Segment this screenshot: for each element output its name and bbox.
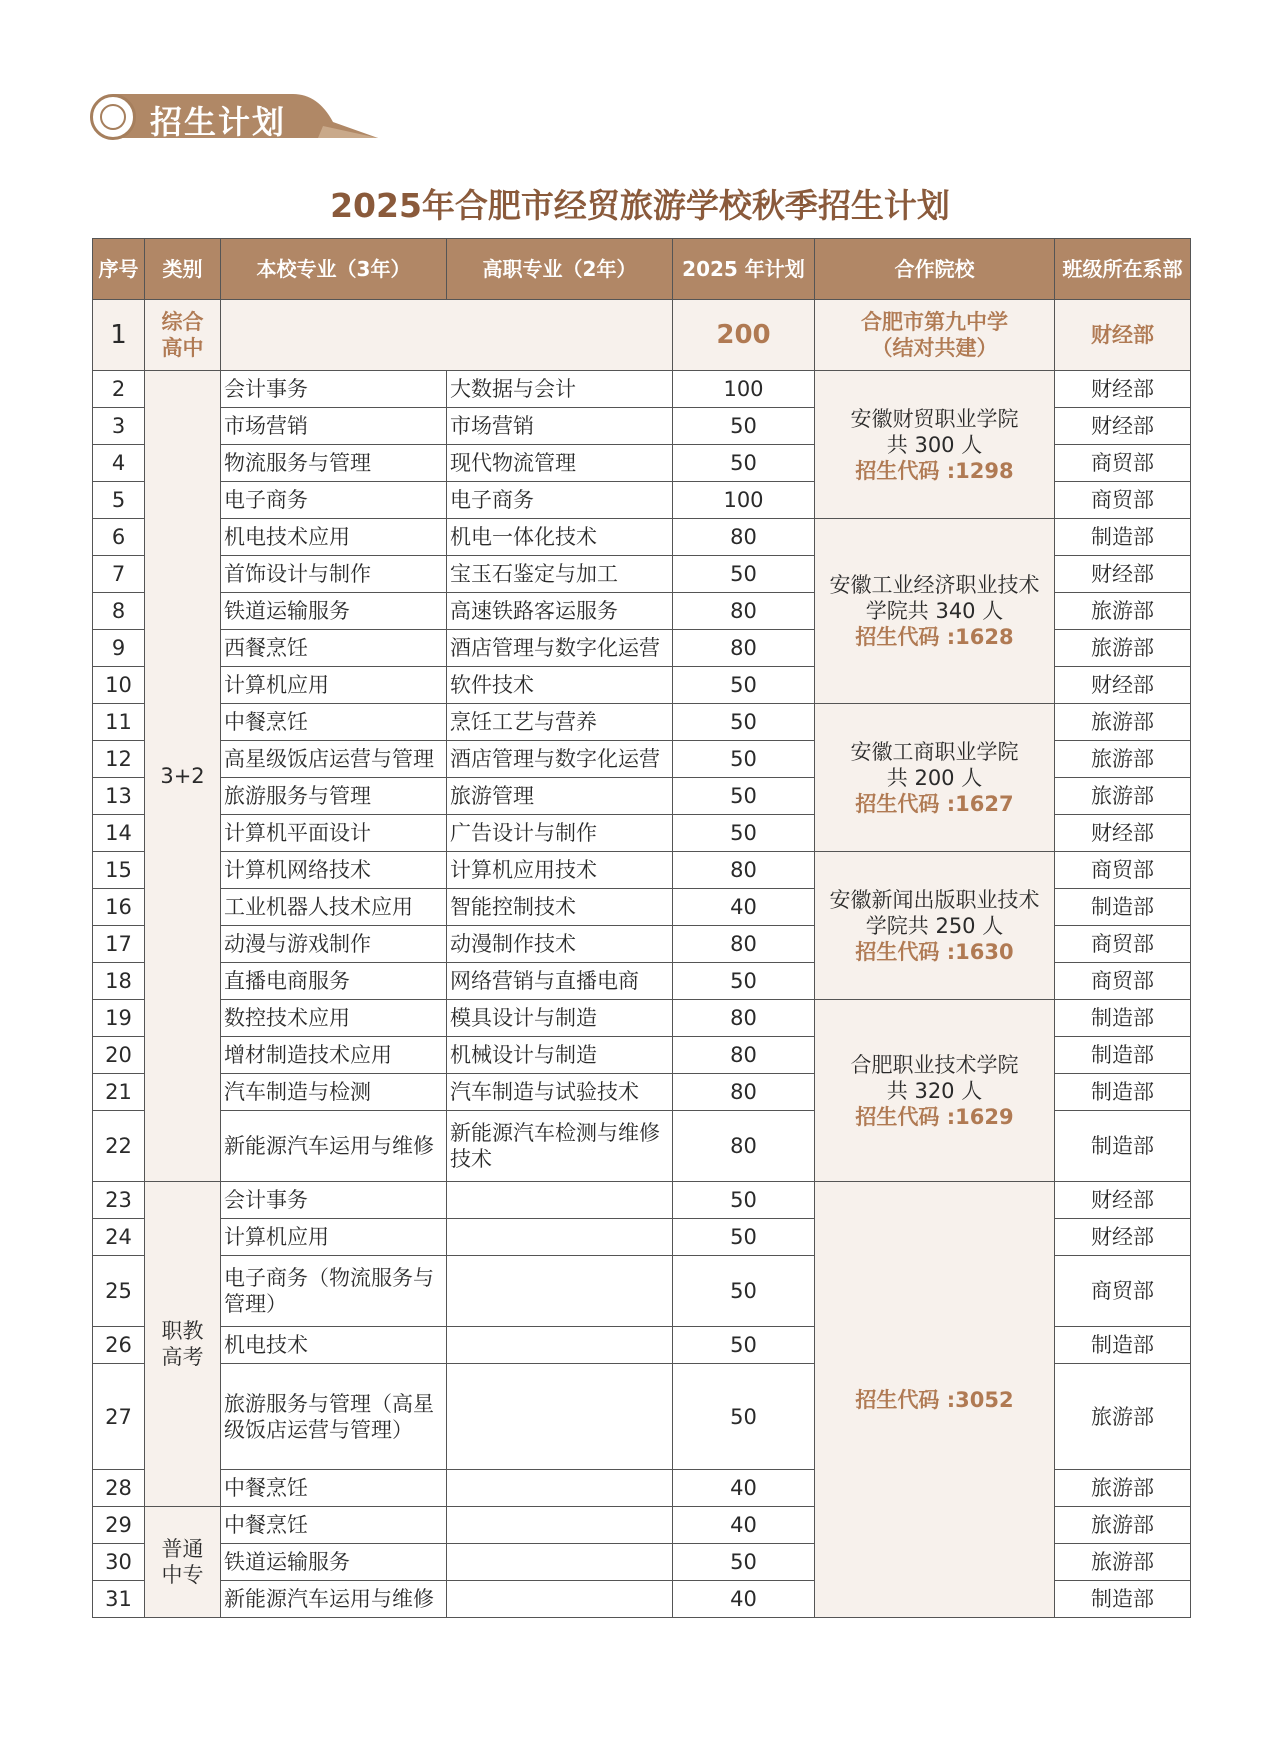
dept-cell: 旅游部 <box>1055 593 1191 630</box>
major-cell: 电子商务（物流服务与管理） <box>221 1256 447 1327</box>
row-number: 23 <box>93 1182 145 1219</box>
major-cell: 机电技术 <box>221 1327 447 1364</box>
major-cell: 会计事务 <box>221 371 447 408</box>
row-number: 8 <box>93 593 145 630</box>
plan-cell: 50 <box>673 704 815 741</box>
higher-major-cell: 烹饪工艺与营养 <box>447 704 673 741</box>
dept-cell: 旅游部 <box>1055 1544 1191 1581</box>
plan-cell: 50 <box>673 408 815 445</box>
college-name: 安徽财贸职业学院 <box>850 406 1019 431</box>
college-count: 共 200 人 <box>886 765 983 790</box>
plan-cell: 50 <box>673 963 815 1000</box>
higher-major-cell <box>447 1544 673 1581</box>
college-cell <box>815 852 1055 1000</box>
plan-cell: 50 <box>673 556 815 593</box>
row-number: 21 <box>93 1074 145 1111</box>
column-header: 高职专业（2年） <box>447 239 673 300</box>
plan-cell: 100 <box>673 482 815 519</box>
higher-major-cell: 软件技术 <box>447 667 673 704</box>
row-number: 4 <box>93 445 145 482</box>
major-cell: 计算机应用 <box>221 667 447 704</box>
higher-major-cell: 汽车制造与试验技术 <box>447 1074 673 1111</box>
enrollment-table <box>92 238 1191 1618</box>
text-line: 合肥市第九中学 <box>861 310 1008 334</box>
column-header: 班级所在系部 <box>1055 239 1191 300</box>
college-name: 安徽工商职业学院 <box>850 739 1019 764</box>
dept-cell: 制造部 <box>1055 1000 1191 1037</box>
major-cell: 物流服务与管理 <box>221 445 447 482</box>
text-line: 中专 <box>161 1563 204 1587</box>
plan-cell: 80 <box>673 593 815 630</box>
plan-cell: 80 <box>673 926 815 963</box>
plan-cell: 50 <box>673 1544 815 1581</box>
college-cell <box>815 1000 1055 1182</box>
row-number: 28 <box>93 1470 145 1507</box>
dept-cell: 财经部 <box>1055 408 1191 445</box>
major-cell: 中餐烹饪 <box>221 704 447 741</box>
college-name: 安徽新闻出版职业技术 <box>829 887 1040 912</box>
higher-major-cell: 市场营销 <box>447 408 673 445</box>
higher-major-cell: 模具设计与制造 <box>447 1000 673 1037</box>
plan-cell: 50 <box>673 1327 815 1364</box>
major-cell: 铁道运输服务 <box>221 1544 447 1581</box>
higher-major-cell: 旅游管理 <box>447 778 673 815</box>
major-cell: 直播电商服务 <box>221 963 447 1000</box>
higher-major-cell <box>447 1219 673 1256</box>
college-code: 招生代码 :1630 <box>855 939 1014 964</box>
plan-cell: 50 <box>673 741 815 778</box>
higher-major-cell: 新能源汽车检测与维修技术 <box>447 1111 673 1182</box>
major-cell: 新能源汽车运用与维修 <box>221 1581 447 1618</box>
higher-major-cell: 机电一体化技术 <box>447 519 673 556</box>
row-number: 6 <box>93 519 145 556</box>
text-line: 高中 <box>161 336 204 360</box>
major-cell: 电子商务 <box>221 482 447 519</box>
college-count: 学院共 340 人 <box>865 599 1004 623</box>
major-cell: 新能源汽车运用与维修 <box>221 1111 447 1182</box>
row-number: 27 <box>93 1364 145 1470</box>
column-header: 2025 年计划 <box>673 239 815 300</box>
plan-cell: 80 <box>673 852 815 889</box>
empty-cell <box>221 300 673 371</box>
dept-cell: 财经部 <box>1055 815 1191 852</box>
major-cell: 铁道运输服务 <box>221 593 447 630</box>
row-number: 31 <box>93 1581 145 1618</box>
dept-cell: 旅游部 <box>1055 704 1191 741</box>
higher-major-cell <box>447 1364 673 1470</box>
plan-cell: 80 <box>673 1000 815 1037</box>
table-row <box>93 519 1191 556</box>
college-cell <box>815 371 1055 519</box>
dept-cell: 商贸部 <box>1055 963 1191 1000</box>
row-number: 11 <box>93 704 145 741</box>
college-code: 招生代码 :1629 <box>855 1104 1014 1129</box>
major-cell: 市场营销 <box>221 408 447 445</box>
major-cell: 工业机器人技术应用 <box>221 889 447 926</box>
row-number: 7 <box>93 556 145 593</box>
college-count: 共 300 人 <box>886 432 983 457</box>
table-row <box>93 704 1191 741</box>
major-cell: 增材制造技术应用 <box>221 1037 447 1074</box>
text-line: 综合 <box>161 310 204 334</box>
major-cell: 计算机平面设计 <box>221 815 447 852</box>
higher-major-cell <box>447 1256 673 1327</box>
row-number: 10 <box>93 667 145 704</box>
row-number: 12 <box>93 741 145 778</box>
dept-cell: 制造部 <box>1055 889 1191 926</box>
dept-cell: 制造部 <box>1055 1111 1191 1182</box>
dept-cell: 旅游部 <box>1055 1364 1191 1470</box>
higher-major-cell: 酒店管理与数字化运营 <box>447 630 673 667</box>
category-cell <box>145 1507 221 1618</box>
higher-major-cell: 酒店管理与数字化运营 <box>447 741 673 778</box>
plan-cell: 50 <box>673 667 815 704</box>
dept-cell: 商贸部 <box>1055 482 1191 519</box>
higher-major-cell: 计算机应用技术 <box>447 852 673 889</box>
row-number: 2 <box>93 371 145 408</box>
major-cell: 汽车制造与检测 <box>221 1074 447 1111</box>
plan-cell: 80 <box>673 519 815 556</box>
higher-major-cell <box>447 1581 673 1618</box>
dept-cell: 制造部 <box>1055 1581 1191 1618</box>
dept-cell: 财经部 <box>1055 371 1191 408</box>
row-number: 22 <box>93 1111 145 1182</box>
college-code: 招生代码 :1628 <box>855 625 1014 649</box>
row-number: 17 <box>93 926 145 963</box>
higher-major-cell <box>447 1182 673 1219</box>
college-code: 招生代码 :1298 <box>855 458 1014 483</box>
plan-cell: 80 <box>673 1074 815 1111</box>
plan-cell: 200 <box>673 300 815 371</box>
dept-cell: 商贸部 <box>1055 445 1191 482</box>
major-cell: 计算机应用 <box>221 1219 447 1256</box>
plan-cell: 50 <box>673 778 815 815</box>
dept-cell: 财经部 <box>1055 1182 1191 1219</box>
plan-cell: 80 <box>673 630 815 667</box>
major-cell: 计算机网络技术 <box>221 852 447 889</box>
text-line: （结对共建） <box>871 336 998 360</box>
major-cell: 中餐烹饪 <box>221 1507 447 1544</box>
higher-major-cell: 广告设计与制作 <box>447 815 673 852</box>
higher-major-cell: 智能控制技术 <box>447 889 673 926</box>
higher-major-cell: 宝玉石鉴定与加工 <box>447 556 673 593</box>
plan-cell: 50 <box>673 445 815 482</box>
dept-cell: 商贸部 <box>1055 1256 1191 1327</box>
page-title: 2025年合肥市经贸旅游学校秋季招生计划 <box>330 186 950 225</box>
major-cell: 旅游服务与管理 <box>221 778 447 815</box>
dept-cell: 财经部 <box>1055 1219 1191 1256</box>
category-cell: 3+2 <box>145 371 221 1182</box>
column-header: 合作院校 <box>815 239 1055 300</box>
table-header-row <box>93 239 1191 300</box>
major-cell: 数控技术应用 <box>221 1000 447 1037</box>
text-line: 普通 <box>161 1537 204 1561</box>
dept-cell: 制造部 <box>1055 1037 1191 1074</box>
higher-major-cell: 现代物流管理 <box>447 445 673 482</box>
higher-major-cell <box>447 1327 673 1364</box>
plan-cell: 50 <box>673 1219 815 1256</box>
plan-cell: 80 <box>673 1111 815 1182</box>
dept-cell: 财经部 <box>1055 667 1191 704</box>
table-body <box>93 300 1191 1618</box>
dept-cell: 制造部 <box>1055 519 1191 556</box>
college-count: 学院共 250 人 <box>865 913 1004 938</box>
higher-major-cell: 大数据与会计 <box>447 371 673 408</box>
higher-major-cell: 高速铁路客运服务 <box>447 593 673 630</box>
row-number: 18 <box>93 963 145 1000</box>
college-code: 招生代码 :3052 <box>855 1387 1014 1412</box>
college-cell <box>815 704 1055 852</box>
plan-cell: 40 <box>673 1470 815 1507</box>
row-number: 26 <box>93 1327 145 1364</box>
major-cell: 旅游服务与管理（高星级饭店运营与管理） <box>221 1364 447 1470</box>
college-cell <box>815 519 1055 704</box>
college-count: 共 320 人 <box>886 1078 983 1103</box>
dept-cell: 旅游部 <box>1055 1470 1191 1507</box>
row-number: 1 <box>93 300 145 371</box>
table-row <box>93 1182 1191 1219</box>
dept-cell: 旅游部 <box>1055 778 1191 815</box>
row-number: 25 <box>93 1256 145 1327</box>
college-cell <box>815 1182 1055 1618</box>
column-header: 本校专业（3年） <box>221 239 447 300</box>
dept-cell: 旅游部 <box>1055 741 1191 778</box>
dept-cell: 财经部 <box>1055 556 1191 593</box>
higher-major-cell: 电子商务 <box>447 482 673 519</box>
row-number: 13 <box>93 778 145 815</box>
higher-major-cell <box>447 1507 673 1544</box>
row-number: 14 <box>93 815 145 852</box>
row-number: 20 <box>93 1037 145 1074</box>
table-row <box>93 371 1191 408</box>
plan-cell: 40 <box>673 1581 815 1618</box>
section-banner <box>88 92 378 142</box>
column-header: 类别 <box>145 239 221 300</box>
dept-cell: 制造部 <box>1055 1327 1191 1364</box>
dept-cell: 旅游部 <box>1055 1507 1191 1544</box>
row-number: 15 <box>93 852 145 889</box>
higher-major-cell: 网络营销与直播电商 <box>447 963 673 1000</box>
plan-cell: 50 <box>673 1256 815 1327</box>
major-cell: 高星级饭店运营与管理 <box>221 741 447 778</box>
higher-major-cell: 机械设计与制造 <box>447 1037 673 1074</box>
major-cell: 动漫与游戏制作 <box>221 926 447 963</box>
row-number: 5 <box>93 482 145 519</box>
column-header: 序号 <box>93 239 145 300</box>
category-cell <box>145 300 221 371</box>
plan-cell: 50 <box>673 1182 815 1219</box>
major-cell: 西餐烹饪 <box>221 630 447 667</box>
row-number: 24 <box>93 1219 145 1256</box>
plan-cell: 40 <box>673 1507 815 1544</box>
dept-cell: 财经部 <box>1055 300 1191 371</box>
higher-major-cell: 动漫制作技术 <box>447 926 673 963</box>
table-row <box>93 852 1191 889</box>
college-cell <box>815 300 1055 371</box>
college-name: 安徽工业经济职业技术 <box>829 573 1040 597</box>
major-cell: 机电技术应用 <box>221 519 447 556</box>
row-number: 3 <box>93 408 145 445</box>
dept-cell: 商贸部 <box>1055 852 1191 889</box>
plan-cell: 50 <box>673 1364 815 1470</box>
table-row <box>93 300 1191 371</box>
row-number: 16 <box>93 889 145 926</box>
plan-cell: 50 <box>673 815 815 852</box>
plan-cell: 40 <box>673 889 815 926</box>
text-line: 职教 <box>161 1319 204 1343</box>
major-cell: 会计事务 <box>221 1182 447 1219</box>
table-row <box>93 1000 1191 1037</box>
banner-title: 招生计划 <box>150 103 287 141</box>
category-cell <box>145 1182 221 1507</box>
major-cell: 中餐烹饪 <box>221 1470 447 1507</box>
plan-cell: 100 <box>673 371 815 408</box>
school-logo-icon <box>90 94 136 140</box>
dept-cell: 商贸部 <box>1055 926 1191 963</box>
major-cell: 首饰设计与制作 <box>221 556 447 593</box>
higher-major-cell <box>447 1470 673 1507</box>
plan-cell: 80 <box>673 1037 815 1074</box>
row-number: 9 <box>93 630 145 667</box>
row-number: 30 <box>93 1544 145 1581</box>
row-number: 19 <box>93 1000 145 1037</box>
dept-cell: 制造部 <box>1055 1074 1191 1111</box>
dept-cell: 旅游部 <box>1055 630 1191 667</box>
text-line: 高考 <box>161 1345 204 1369</box>
college-code: 招生代码 :1627 <box>855 791 1014 816</box>
college-name: 合肥职业技术学院 <box>850 1052 1019 1077</box>
row-number: 29 <box>93 1507 145 1544</box>
